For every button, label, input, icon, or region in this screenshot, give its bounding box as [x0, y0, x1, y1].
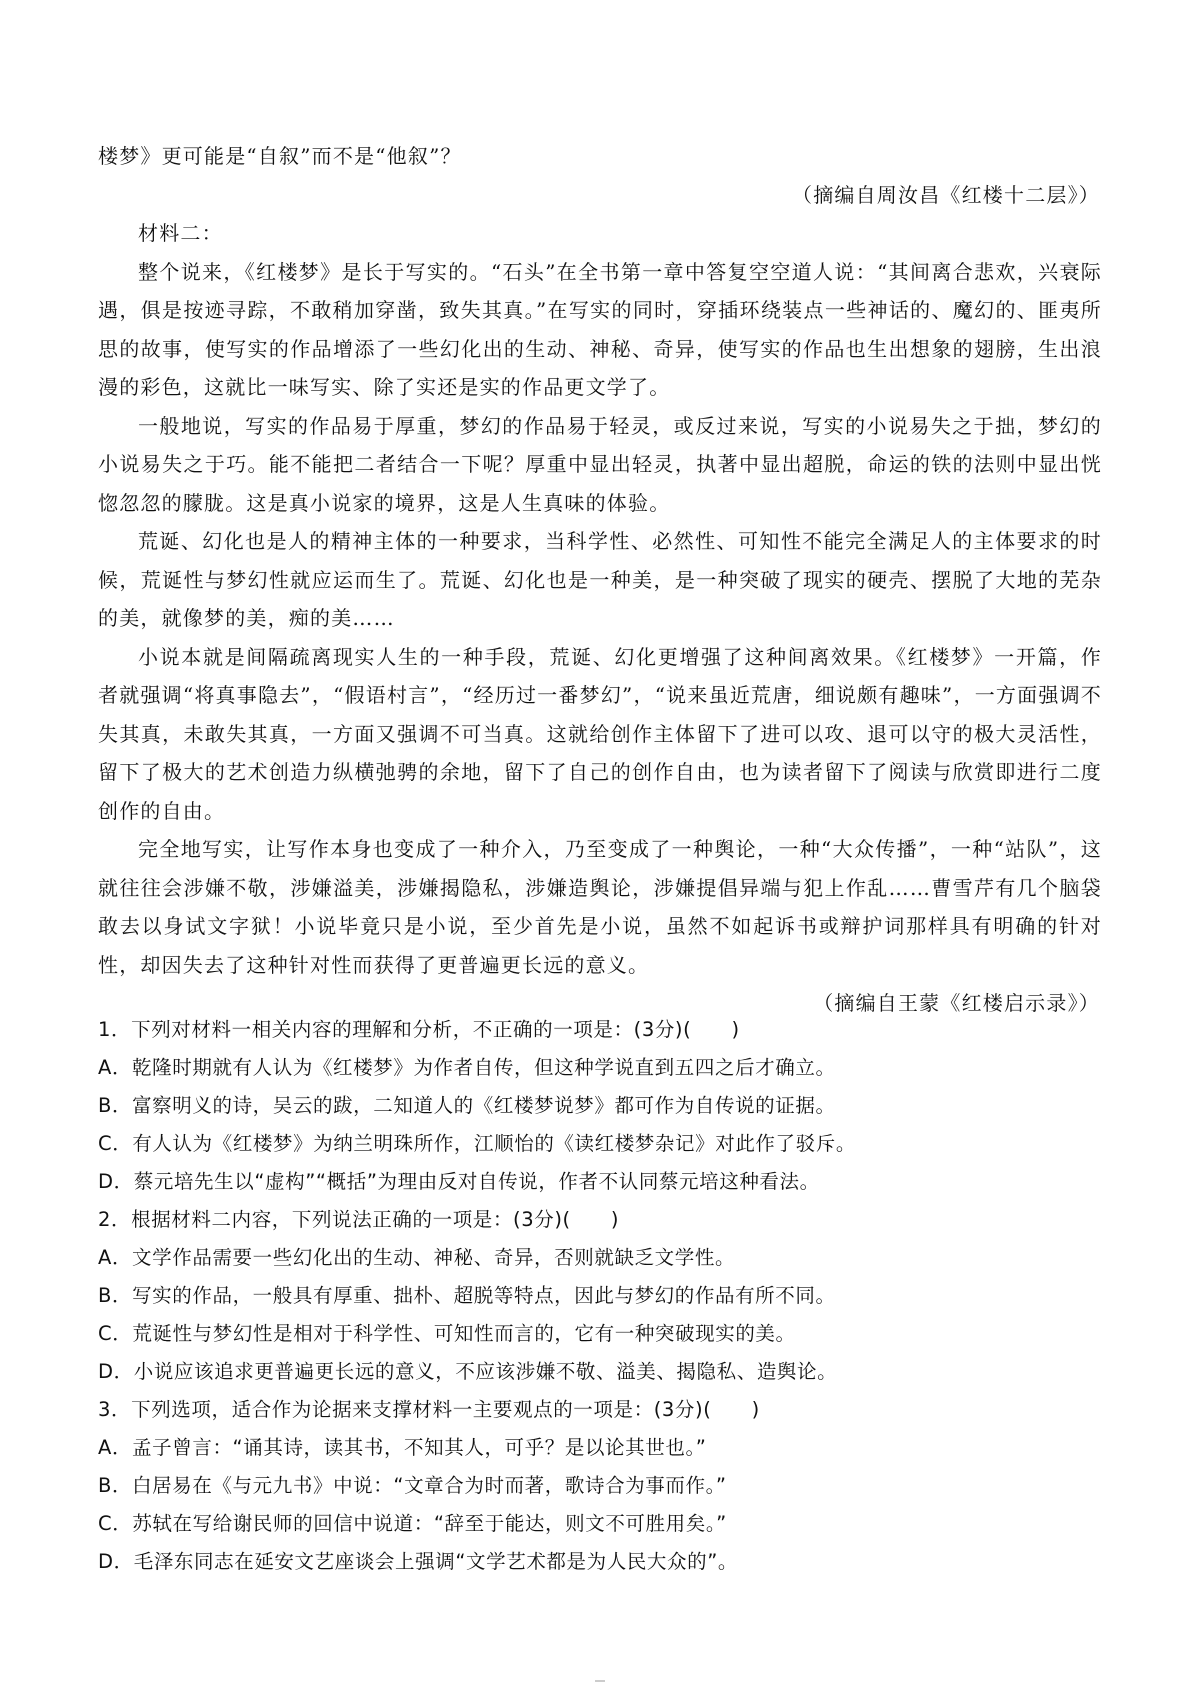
material-one-source: （摘编自周汝昌《红楼十二层》）: [792, 182, 1100, 207]
material-one-last-line: 楼梦》更可能是“自叙”而不是“他叙”？: [98, 144, 462, 168]
footer-mark: [595, 1680, 605, 1682]
question-2-option-d: D．小说应该追求更普遍更长远的意义，不应该涉嫌不敬、溢美、揭隐私、造舆论。: [98, 1360, 838, 1383]
material-two-paragraph: 一般地说，写实的作品易于厚重，梦幻的作品易于轻灵，或反过来说，写实的小说易失之于拙，梦幻的小说易失之于巧。能不能把二者结合一下呢？厚重中显出轻灵，执著中显出超脱，命运的铁的法则中显出恍惚忽忽的朦胧。这是真小说家的境界，这是人生真味的体验。: [98, 413, 1102, 515]
material-two-paragraph: 荒诞、幻化也是人的精神主体的一种要求，当科学性、必然性、可知性不能完全满足人的主体要求的时候，荒诞性与梦幻性就应运而生了。荒诞、幻化也是一种美，是一种突破了现实的硬壳、摆脱了大地的芜杂的美，就像梦的美，痴的美……: [98, 529, 1102, 630]
material-two-paragraph: 整个说来，《红楼梦》是长于写实的。“石头”在全书第一章中答复空空道人说：“其间离合悲欢，兴衰际遇，俱是按迹寻踪，不敢稍加穿凿，致失其真。”在写实的同时，穿插环绕装点一些神话的、魔幻的、匪夷所思的故事，使写实的作品增添了一些幻化出的生动、神秘、奇异，使写实的作品也生出想象的翅膀，生出浪漫的彩色，这就比一味写实、除了实还是实的作品更文学了。: [98, 259, 1102, 399]
question-2-option-a: A．文学作品需要一些幻化出的生动、神秘、奇异，否则就缺乏文学性。: [98, 1246, 736, 1269]
question-2-option-c: C．荒诞性与梦幻性是相对于科学性、可知性而言的，它有一种突破现实的美。: [98, 1322, 796, 1345]
material-two-paragraph: 完全地写实，让写作本身也变成了一种介入，乃至变成了一种舆论，一种“大众传播”，一种“站队”，这就往往会涉嫌不敬，涉嫌溢美，涉嫌揭隐私，涉嫌造舆论，涉嫌提倡异端与犯上作乱……曹雪芹有几个脑袋敢去以身试文字狱！小说毕竟只是小说，至少首先是小说，虽然不如起诉书或辩护词那样具有明确的针对性，却因失去了这种针对性而获得了更普遍更长远的意义。: [98, 837, 1102, 977]
question-3-option-a: A．孟子曾言：“诵其诗，读其书，不知其人，可乎？是以论其世也。”: [98, 1436, 707, 1459]
material-two-heading: 材料二：: [138, 221, 223, 245]
question-3-option-b: B．白居易在《与元九书》中说：“文章合为时而著，歌诗合为事而作。”: [98, 1474, 727, 1497]
question-stem-1: 1．下列对材料一相关内容的理解和分析，不正确的一项是：(3分)( ): [98, 1018, 740, 1041]
question-1-option-c: C．有人认为《红楼梦》为纳兰明珠所作，江顺怡的《读红楼梦杂记》对此作了驳斥。: [98, 1132, 856, 1155]
question-1-option-d: D．蔡元培先生以“虚构”“概括”为理由反对自传说，作者不认同蔡元培这种看法。: [98, 1170, 820, 1193]
question-1-option-a: A．乾隆时期就有人认为《红楼梦》为作者自传，但这种学说直到五四之后才确立。: [98, 1056, 836, 1079]
question-stem-3: 3．下列选项，适合作为论据来支撑材料一主要观点的一项是：(3分)( ): [98, 1398, 760, 1421]
question-2-option-b: B．写实的作品，一般具有厚重、拙朴、超脱等特点，因此与梦幻的作品有所不同。: [98, 1284, 836, 1307]
question-list: [98, 1011, 1102, 1581]
question-1-option-b: B．富察明义的诗，吴云的跋，二知道人的《红楼梦说梦》都可作为自传说的证据。: [98, 1094, 836, 1117]
question-stem-2: 2．根据材料二内容，下列说法正确的一项是：(3分)( ): [98, 1208, 620, 1231]
material-two-paragraph: 小说本就是间隔疏离现实人生的一种手段，荒诞、幻化更增强了这种间离效果。《红楼梦》一开篇，作者就强调“将真事隐去”，“假语村言”，“经历过一番梦幻”，“说来虽近荒唐，细说颇有趣味”，一方面强调不失其真，未敢失其真，一方面又强调不可当真。这就给创作主体留下了进可以攻、退可以守的极大灵活性，留下了极大的艺术创造力纵横弛骋的余地，留下了自己的创作自由，也为读者留下了阅读与欣赏即进行二度创作的自由。: [98, 644, 1102, 823]
reading-passage: [98, 137, 1102, 1023]
question-3-option-d: D．毛泽东同志在延安文艺座谈会上强调“文学艺术都是为人民大众的”。: [98, 1550, 739, 1573]
question-3-option-c: C．苏轼在写给谢民师的回信中说道：“辞至于能达，则文不可胜用矣。”: [98, 1512, 727, 1535]
material-two-source: （摘编自王蒙《红楼启示录》）: [813, 991, 1100, 1015]
